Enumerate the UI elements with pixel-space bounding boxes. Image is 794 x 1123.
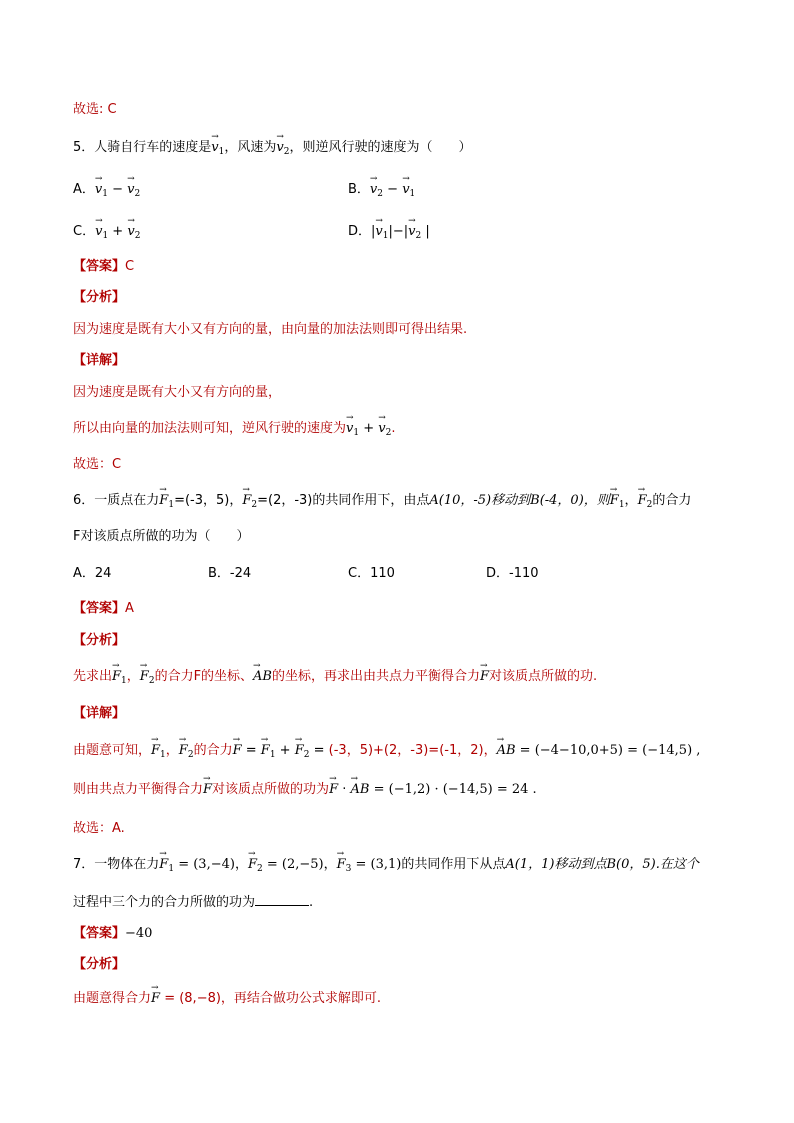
q5-analysis-text: 因为速度是既有大小又有方向的量，由向量的加法法则即可得出结果. xyxy=(73,322,468,337)
q5-stem: 5．人骑自行车的速度是→ $v_1$，风速为→ $v_2$，则逆风行驶的速度为（ ） xyxy=(73,139,472,157)
q7-answer: 【答案】−40 xyxy=(73,926,153,941)
q5-analysis-tag: 【分析】 xyxy=(73,290,126,305)
q5-stem-a: 人骑自行车的速度是 xyxy=(94,140,212,155)
q6-option-c: C．110 xyxy=(348,566,395,581)
q4-conclusion: 故选: C xyxy=(73,102,117,117)
q5-stem-c: ，则逆风行驶的速度为（ ） xyxy=(289,140,472,155)
q6-detail-line2: 则由共点力平衡得合力→ F对该质点所做的功为→ F · → AB = (−1,2) · (−14,5) = 24 . xyxy=(73,781,537,799)
q7-stem-line1: 7．一物体在力→ $F_1 = (3,-4)$，→ $F_2 = (2,-5)$，→ $F_3 = (3,1)$的共同作用下从点A(1，1)移动到点B(0，5).在这个 xyxy=(73,856,699,874)
q7-answer-blank xyxy=(255,893,309,906)
q7-analysis-text: 由题意得合力→ F = (8,−8)，再结合做功公式求解即可. xyxy=(73,990,381,1008)
q6-conclusion: 故选：A. xyxy=(73,821,125,836)
q5-number: 5． xyxy=(73,140,95,155)
q6-analysis-tag: 【分析】 xyxy=(73,633,126,648)
q6-option-d: D．-110 xyxy=(486,566,539,581)
q5-conclusion: 故选：C xyxy=(73,457,122,472)
q6-detail-tag: 【详解】 xyxy=(73,706,126,721)
q5-answer: 【答案】C xyxy=(73,259,135,274)
q6-answer: 【答案】A xyxy=(73,601,134,616)
q5-option-a: A．→ $v_1$ − → $v_2$ xyxy=(73,181,140,199)
q5-option-c: C．→ $v_1$ + → $v_2$ xyxy=(73,223,140,241)
q6-analysis-text: 先求出→ $F_1$，→ $F_2$的合力F的坐标、→ AB的坐标，再求出由共点力平衡得合力→ F对该质点所做的功. xyxy=(73,668,597,686)
q5-detail-line2: 所以由向量的加法法则可知，逆风行驶的速度为→ $v_1$ + → $v_2$. xyxy=(73,420,396,438)
q6-stem-line1: 6．一质点在力→ $F_1=(-3$，5)，→ $F_2=(2$，-3)的共同作用下，由点A(10，-5)移动到B(-4，0)，则→ $F_1$，→ $F_2$的合力 xyxy=(73,492,691,510)
q5-detail-tag: 【详解】 xyxy=(73,353,126,368)
q5-stem-b: ，风速为 xyxy=(224,140,277,155)
q7-analysis-tag: 【分析】 xyxy=(73,957,126,972)
q5-detail-line1: 因为速度是既有大小又有方向的量， xyxy=(73,385,282,400)
q5-option-d: D．|→ $v_1|-|\to v_2$ | xyxy=(348,223,430,241)
q7-stem-line2: 过程中三个力的合力所做的功为 . xyxy=(73,895,314,910)
q6-detail-line1: 由题意可知，→ $F_1$，→ $F_2$的合力→ F = → $F_1$ + → $F_2 = (-3$，5)+(2，-3)=(-1，2)，→ AB = (−4−10,0+5) = (−14,5) , xyxy=(73,742,700,760)
q6-option-a: A．24 xyxy=(73,566,112,581)
q5-option-b: B．→ $v_2$ − → $v_1$ xyxy=(348,181,415,199)
q6-stem-line2: F对该质点所做的功为（ ） xyxy=(73,529,250,544)
q6-option-b: B．-24 xyxy=(208,566,252,581)
